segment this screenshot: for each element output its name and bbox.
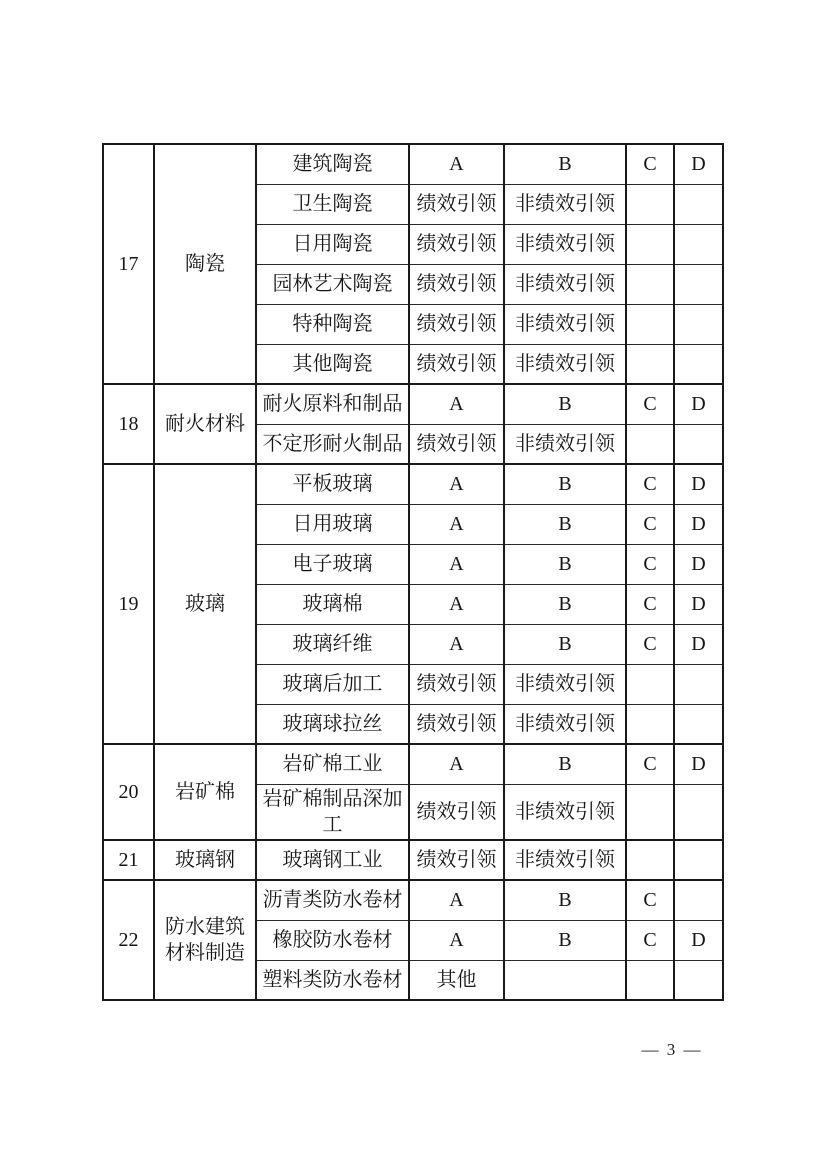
grade-b-cell: B xyxy=(504,584,626,624)
grade-a-cell: A xyxy=(409,544,504,584)
grade-c-cell: C xyxy=(626,544,674,584)
grade-b-cell: B xyxy=(504,880,626,920)
grade-d-cell: D xyxy=(674,584,723,624)
grade-d-cell xyxy=(674,304,723,344)
subcategory-cell: 建筑陶瓷 xyxy=(256,144,409,184)
grade-c-cell xyxy=(626,960,674,1000)
section-number-cell: 20 xyxy=(103,744,154,840)
page-number: — 3 — xyxy=(641,1040,703,1059)
grade-c-cell: C xyxy=(626,744,674,784)
grade-a-cell: 绩效引领 xyxy=(409,840,504,880)
grade-c-cell xyxy=(626,704,674,744)
grade-d-cell: D xyxy=(674,544,723,584)
grade-b-cell: B xyxy=(504,504,626,544)
subcategory-cell: 日用玻璃 xyxy=(256,504,409,544)
grade-b-cell: 非绩效引领 xyxy=(504,304,626,344)
subcategory-cell: 平板玻璃 xyxy=(256,464,409,504)
grade-d-cell xyxy=(674,224,723,264)
grade-c-cell xyxy=(626,184,674,224)
grade-a-cell: 绩效引领 xyxy=(409,304,504,344)
grade-b-cell: 非绩效引领 xyxy=(504,840,626,880)
grade-b-cell: 非绩效引领 xyxy=(504,344,626,384)
grade-b-cell: B xyxy=(504,624,626,664)
table-row xyxy=(103,464,723,504)
grade-c-cell: C xyxy=(626,880,674,920)
subcategory-cell: 塑料类防水卷材 xyxy=(256,960,409,1000)
grade-d-cell xyxy=(674,344,723,384)
grade-a-cell: A xyxy=(409,144,504,184)
grade-d-cell: D xyxy=(674,144,723,184)
subcategory-cell: 玻璃后加工 xyxy=(256,664,409,704)
grade-b-cell xyxy=(504,960,626,1000)
grade-a-cell: A xyxy=(409,880,504,920)
subcategory-cell: 玻璃纤维 xyxy=(256,624,409,664)
grade-a-cell: A xyxy=(409,464,504,504)
grade-d-cell: D xyxy=(674,384,723,424)
grade-c-cell xyxy=(626,224,674,264)
grade-c-cell: C xyxy=(626,144,674,184)
section-number-cell: 21 xyxy=(103,840,154,880)
grade-c-cell xyxy=(626,424,674,464)
grade-c-cell: C xyxy=(626,584,674,624)
grade-b-cell: B xyxy=(504,144,626,184)
section-number-cell: 17 xyxy=(103,144,154,384)
grade-b-cell: 非绩效引领 xyxy=(504,784,626,840)
grade-d-cell xyxy=(674,184,723,224)
table-row xyxy=(103,144,723,184)
grade-c-cell: C xyxy=(626,384,674,424)
grade-b-cell: 非绩效引领 xyxy=(504,264,626,304)
grade-d-cell xyxy=(674,880,723,920)
grade-a-cell: 绩效引领 xyxy=(409,264,504,304)
grade-a-cell: 绩效引领 xyxy=(409,184,504,224)
subcategory-cell: 岩矿棉制品深加工 xyxy=(256,784,409,840)
grade-d-cell xyxy=(674,424,723,464)
table-row xyxy=(103,840,723,880)
grade-a-cell: 绩效引领 xyxy=(409,704,504,744)
grade-d-cell xyxy=(674,960,723,1000)
grade-c-cell xyxy=(626,264,674,304)
grade-d-cell xyxy=(674,664,723,704)
subcategory-cell: 特种陶瓷 xyxy=(256,304,409,344)
grade-c-cell: C xyxy=(626,920,674,960)
section-category-cell: 玻璃 xyxy=(154,464,256,744)
subcategory-cell: 橡胶防水卷材 xyxy=(256,920,409,960)
grade-b-cell: B xyxy=(504,544,626,584)
grade-d-cell: D xyxy=(674,504,723,544)
grade-b-cell: B xyxy=(504,464,626,504)
grade-a-cell: A xyxy=(409,384,504,424)
grade-c-cell: C xyxy=(626,464,674,504)
grade-a-cell: 绩效引领 xyxy=(409,424,504,464)
subcategory-cell: 不定形耐火制品 xyxy=(256,424,409,464)
grade-b-cell: 非绩效引领 xyxy=(504,184,626,224)
grade-a-cell: A xyxy=(409,744,504,784)
grade-d-cell: D xyxy=(674,744,723,784)
grade-d-cell xyxy=(674,784,723,840)
subcategory-cell: 园林艺术陶瓷 xyxy=(256,264,409,304)
grade-b-cell: B xyxy=(504,384,626,424)
section-category-cell: 防水建筑 材料制造 xyxy=(154,880,256,1000)
grade-a-cell: 绩效引领 xyxy=(409,344,504,384)
industry-grade-table xyxy=(102,143,724,1001)
grade-a-cell: A xyxy=(409,920,504,960)
grade-c-cell xyxy=(626,664,674,704)
grade-a-cell: 其他 xyxy=(409,960,504,1000)
grade-a-cell: A xyxy=(409,584,504,624)
grade-a-cell: A xyxy=(409,504,504,544)
grade-b-cell: B xyxy=(504,744,626,784)
section-number-cell: 22 xyxy=(103,880,154,1000)
section-category-cell: 岩矿棉 xyxy=(154,744,256,840)
subcategory-cell: 玻璃球拉丝 xyxy=(256,704,409,744)
table-row xyxy=(103,384,723,424)
subcategory-cell: 卫生陶瓷 xyxy=(256,184,409,224)
grade-c-cell xyxy=(626,784,674,840)
grade-a-cell: 绩效引领 xyxy=(409,784,504,840)
section-category-cell: 陶瓷 xyxy=(154,144,256,384)
grade-a-cell: 绩效引领 xyxy=(409,664,504,704)
grade-b-cell: 非绩效引领 xyxy=(504,704,626,744)
grade-d-cell xyxy=(674,704,723,744)
table-row xyxy=(103,880,723,920)
grade-c-cell: C xyxy=(626,624,674,664)
section-category-cell: 玻璃钢 xyxy=(154,840,256,880)
subcategory-cell: 日用陶瓷 xyxy=(256,224,409,264)
section-number-cell: 19 xyxy=(103,464,154,744)
grade-a-cell: 绩效引领 xyxy=(409,224,504,264)
grade-b-cell: 非绩效引领 xyxy=(504,664,626,704)
grade-d-cell xyxy=(674,840,723,880)
grade-d-cell: D xyxy=(674,464,723,504)
subcategory-cell: 电子玻璃 xyxy=(256,544,409,584)
grade-d-cell: D xyxy=(674,920,723,960)
subcategory-cell: 玻璃棉 xyxy=(256,584,409,624)
subcategory-cell: 沥青类防水卷材 xyxy=(256,880,409,920)
subcategory-cell: 耐火原料和制品 xyxy=(256,384,409,424)
grade-c-cell xyxy=(626,304,674,344)
section-number-cell: 18 xyxy=(103,384,154,464)
grade-d-cell: D xyxy=(674,624,723,664)
grade-b-cell: 非绩效引领 xyxy=(504,224,626,264)
table-row xyxy=(103,744,723,784)
section-category-cell: 耐火材料 xyxy=(154,384,256,464)
subcategory-cell: 其他陶瓷 xyxy=(256,344,409,384)
grade-c-cell xyxy=(626,840,674,880)
subcategory-cell: 岩矿棉工业 xyxy=(256,744,409,784)
grade-c-cell: C xyxy=(626,504,674,544)
subcategory-cell: 玻璃钢工业 xyxy=(256,840,409,880)
grade-c-cell xyxy=(626,344,674,384)
grade-b-cell: B xyxy=(504,920,626,960)
grade-b-cell: 非绩效引领 xyxy=(504,424,626,464)
grade-a-cell: A xyxy=(409,624,504,664)
grade-d-cell xyxy=(674,264,723,304)
